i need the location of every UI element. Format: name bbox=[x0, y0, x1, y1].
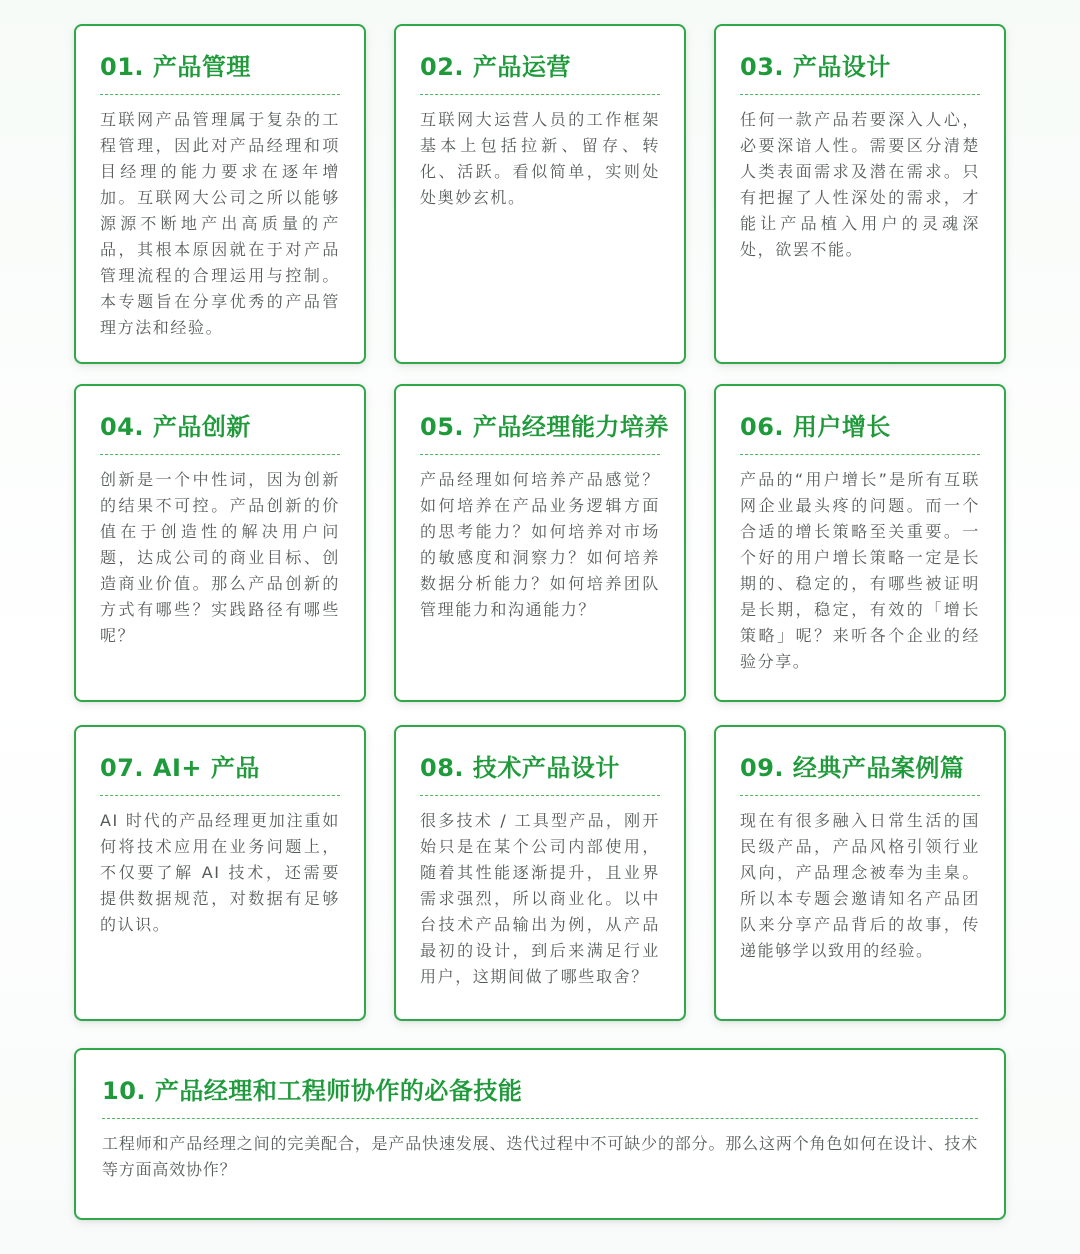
topic-card bbox=[714, 384, 1006, 702]
topic-description: 创新是一个中性词，因为创新的结果不可控。产品创新的价值在于创造性的解决用户问题，达成公司的商业目标、创造商业价值。那么产品创新的方式有哪些？实践路径有哪些呢？ bbox=[100, 470, 340, 645]
topic-description: 现在有很多融入日常生活的国民级产品，产品风格引领行业风向，产品理念被奉为圭臬。所以本专题会邀请知名产品团队来分享产品背后的故事，传递能够学以致用的经验。 bbox=[740, 811, 980, 960]
topic-title: 01. 产品管理 bbox=[100, 53, 251, 81]
dashed-divider bbox=[420, 454, 660, 455]
topic-title: 06. 用户增长 bbox=[740, 413, 891, 441]
dashed-divider bbox=[420, 94, 660, 95]
topic-card bbox=[714, 24, 1006, 364]
topic-title: 10. 产品经理和工程师协作的必备技能 bbox=[102, 1077, 523, 1105]
dashed-divider bbox=[102, 1118, 978, 1119]
dashed-divider bbox=[740, 94, 980, 95]
topic-title: 03. 产品设计 bbox=[740, 53, 891, 81]
topic-description: AI 时代的产品经理更加注重如何将技术应用在业务问题上，不仅要了解 AI 技术，还需要提供数据规范，对数据有足够的认识。 bbox=[100, 811, 340, 934]
topic-card-wide bbox=[74, 1048, 1006, 1220]
topic-card bbox=[394, 24, 686, 364]
dashed-divider bbox=[100, 94, 340, 95]
topic-description: 产品的“用户增长”是所有互联网企业最头疼的问题。而一个合适的增长策略至关重要。一个好的用户增长策略一定是长期的、稳定的，有哪些被证明是长期，稳定，有效的「增长策略」呢？来听各个企业的经验分享。 bbox=[740, 470, 980, 671]
topic-title: 09. 经典产品案例篇 bbox=[740, 754, 965, 782]
dashed-divider bbox=[420, 795, 660, 796]
topic-title: 07. AI+ 产品 bbox=[100, 754, 260, 782]
topic-card bbox=[74, 725, 366, 1021]
dashed-divider bbox=[100, 454, 340, 455]
topic-title: 08. 技术产品设计 bbox=[420, 754, 620, 782]
topic-card bbox=[394, 384, 686, 702]
topic-description: 互联网产品管理属于复杂的工程管理，因此对产品经理和项目经理的能力要求在逐年增加。互联网大公司之所以能够源源不断地产出高质量的产品，其根本原因就在于对产品管理流程的合理运用与控制。本专题旨在分享优秀的产品管理方法和经验。 bbox=[100, 110, 340, 337]
topic-card bbox=[74, 24, 366, 364]
topic-card bbox=[714, 725, 1006, 1021]
dashed-divider bbox=[740, 795, 980, 796]
topic-card bbox=[74, 384, 366, 702]
topic-description: 很多技术 / 工具型产品，刚开始只是在某个公司内部使用，随着其性能逐渐提升，且业界需求强烈，所以商业化。以中台技术产品输出为例，从产品最初的设计，到后来满足行业用户，这期间做了哪些取舍？ bbox=[420, 811, 660, 986]
topic-title: 05. 产品经理能力培养 bbox=[420, 413, 669, 441]
topic-title: 04. 产品创新 bbox=[100, 413, 251, 441]
topic-title: 02. 产品运营 bbox=[420, 53, 571, 81]
topic-description: 工程师和产品经理之间的完美配合，是产品快速发展、迭代过程中不可缺少的部分。那么这两个角色如何在设计、技术等方面高效协作？ bbox=[102, 1134, 978, 1179]
topic-description: 产品经理如何培养产品感觉？如何培养在产品业务逻辑方面的思考能力？如何培养对市场的敏感度和洞察力？如何培养数据分析能力？如何培养团队管理能力和沟通能力？ bbox=[420, 470, 660, 619]
topic-description: 任何一款产品若要深入人心，必要深谙人性。需要区分清楚人类表面需求及潜在需求。只有把握了人性深处的需求，才能让产品植入用户的灵魂深处，欲罢不能。 bbox=[740, 110, 980, 259]
topic-description: 互联网大运营人员的工作框架基本上包括拉新、留存、转化、活跃。看似简单，实则处处奥妙玄机。 bbox=[420, 110, 660, 207]
dashed-divider bbox=[100, 795, 340, 796]
dashed-divider bbox=[740, 454, 980, 455]
topic-card bbox=[394, 725, 686, 1021]
